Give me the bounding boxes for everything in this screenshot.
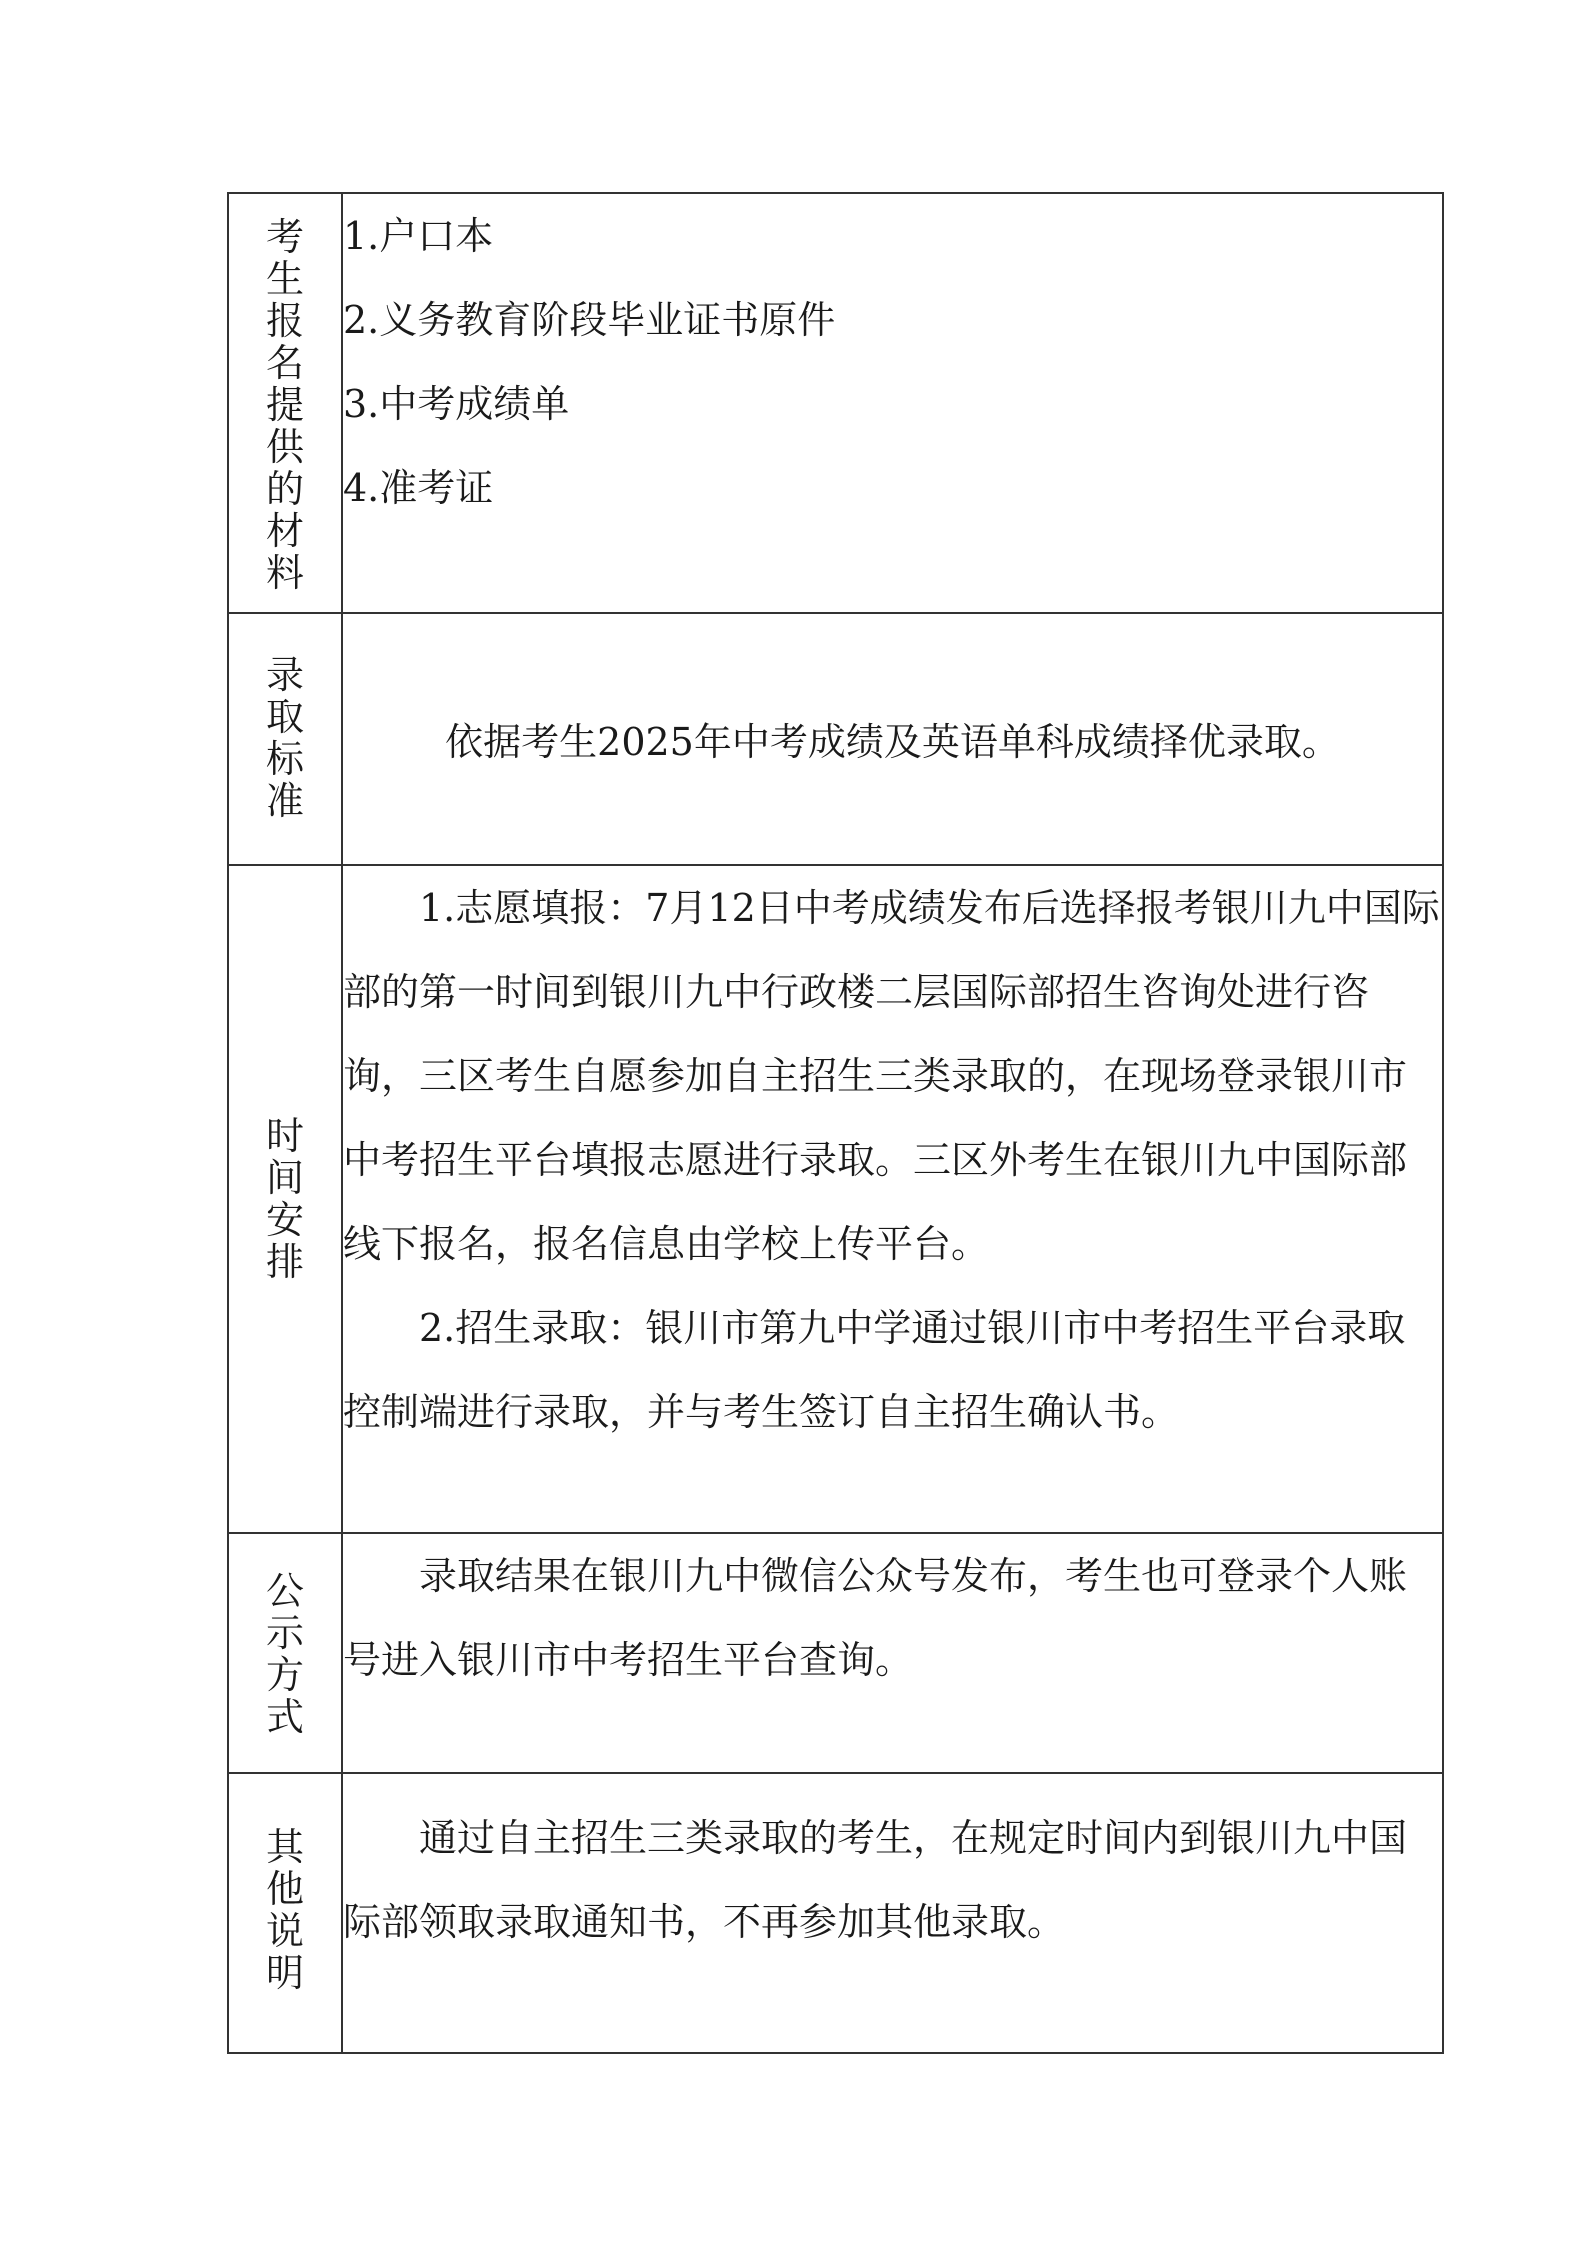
- publicity-text: 录取结果在银川九中微信公众号发布，考生也可登录个人账号进入银川市中考招生平台查询。: [343, 1554, 1408, 1682]
- publicity-label: 公示方式: [265, 1569, 304, 1739]
- schedule-label: 时间安排: [265, 1114, 304, 1284]
- schedule-row: [228, 865, 1443, 1533]
- other-text: 通过自主招生三类录取的考生，在规定时间内到银川九中国际部领取录取通知书，不再参加其他录取。: [343, 1816, 1408, 1944]
- other-label-cell: [228, 1773, 342, 2053]
- schedule-paragraph-admission: 2.招生录取：银川市第九中学通过银川市中考招生平台录取控制端进行录取，并与考生签订自主招生确认书。: [343, 1306, 1406, 1434]
- schedule-label-cell: [228, 865, 342, 1533]
- other-row: [228, 1773, 1443, 2053]
- materials-item: 2.义务教育阶段毕业证书原件: [343, 298, 836, 342]
- materials-item: 4.准考证: [343, 466, 494, 510]
- other-label: 其他说明: [265, 1825, 304, 1995]
- materials-label-cell: [228, 193, 342, 613]
- materials-content-cell: [342, 193, 1443, 613]
- standard-label: 录取标准: [265, 653, 304, 823]
- materials-item: 3.中考成绩单: [343, 382, 570, 426]
- materials-row: [228, 193, 1443, 613]
- enrollment-info-table: [227, 192, 1444, 2054]
- materials-item: 1.户口本: [343, 214, 494, 258]
- standard-row: [228, 613, 1443, 865]
- publicity-content-cell: [342, 1533, 1443, 1773]
- publicity-label-cell: [228, 1533, 342, 1773]
- other-content-cell: [342, 1773, 1443, 2053]
- publicity-row: [228, 1533, 1443, 1773]
- standard-content-cell: [342, 613, 1443, 865]
- schedule-content-cell: [342, 865, 1443, 1533]
- schedule-paragraph-registration: 1.志愿填报：7月12日中考成绩发布后选择报考银川九中国际部的第一时间到银川九中行政楼二层国际部招生咨询处进行咨询，三区考生自愿参加自主招生三类录取的，在现场登录银川市中考招生平台填报志愿进行录取。三区外考生在银川九中国际部线下报名，报名信息由学校上传平台。: [343, 886, 1440, 1266]
- standard-text: 依据考生2025年中考成绩及英语单科成绩择优录取。: [445, 720, 1340, 764]
- standard-label-cell: [228, 613, 342, 865]
- materials-label: 考生报名提供的材料: [265, 215, 304, 595]
